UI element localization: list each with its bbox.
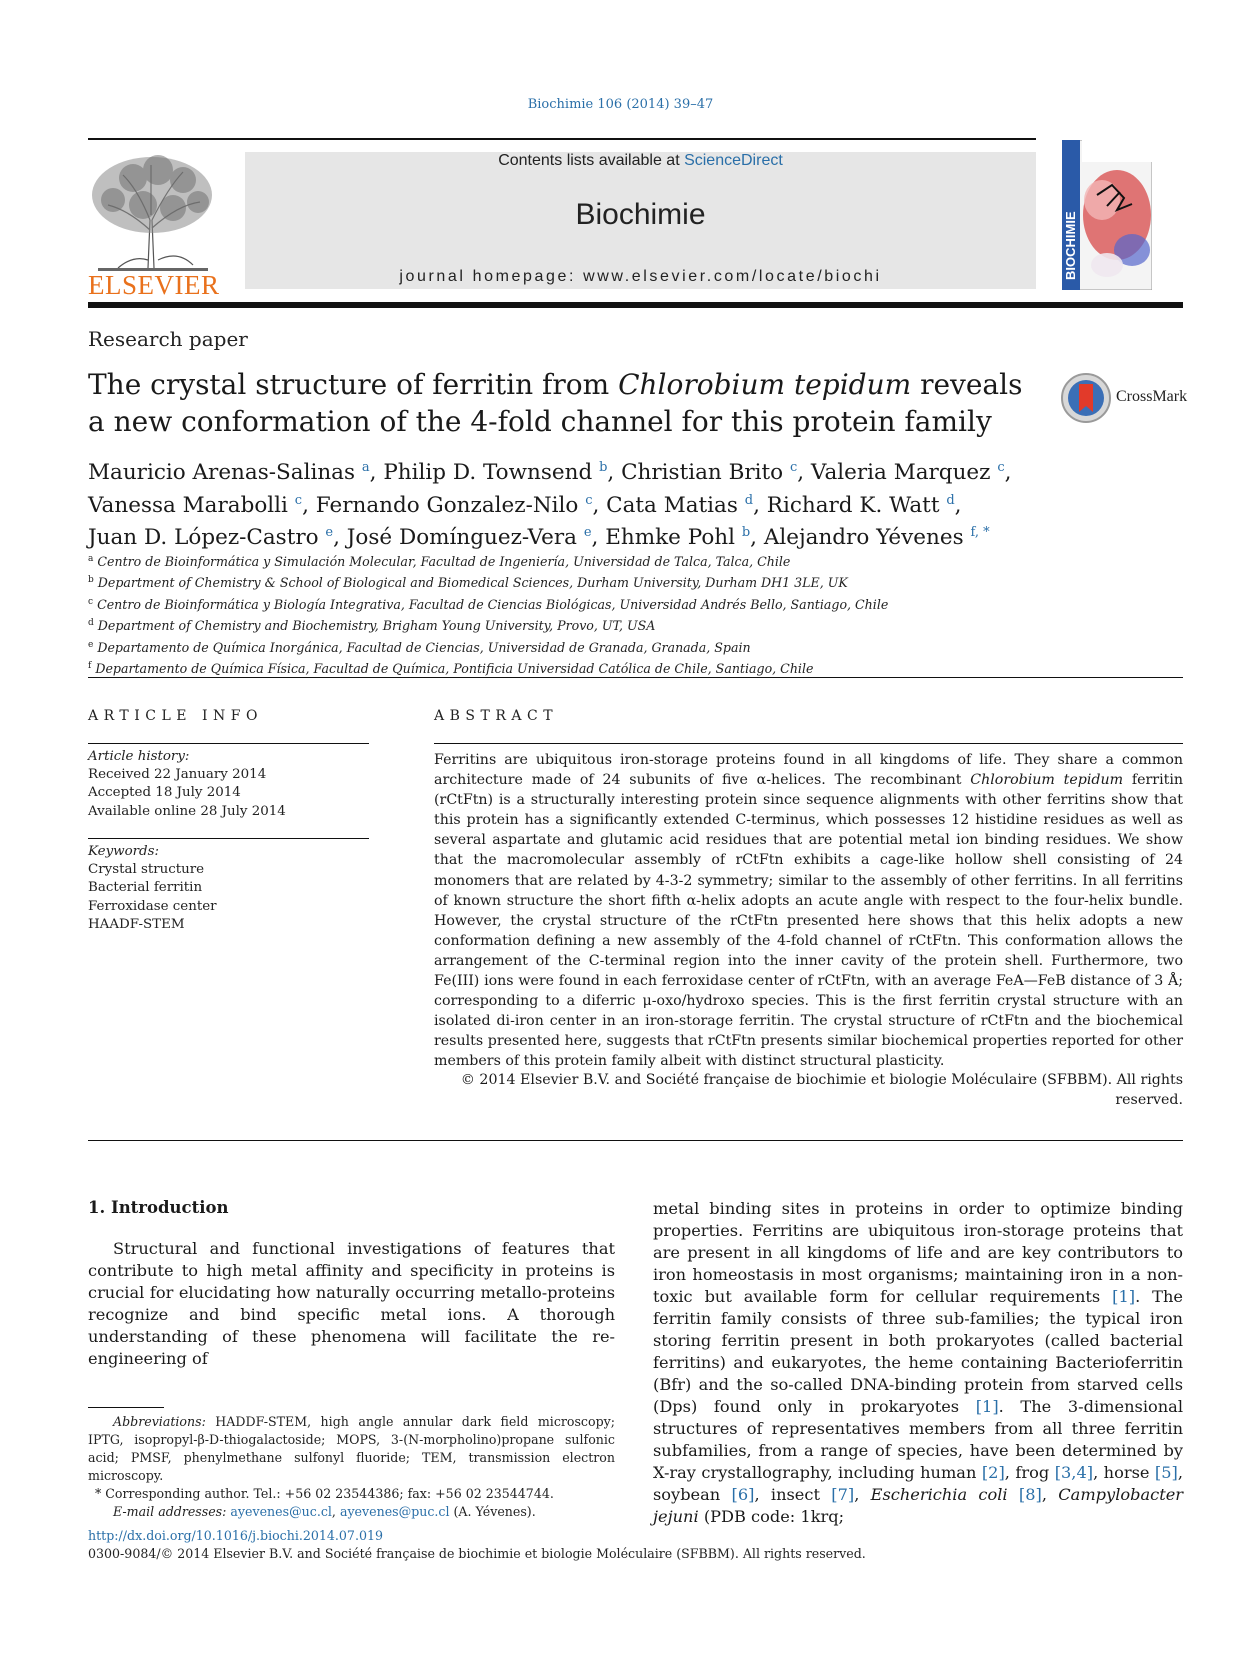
abstract-heading: ABSTRACT (434, 708, 559, 724)
abbreviations-footnote: Abbreviations: HADDF-STEM, high angle annular dark field microscopy; IPTG, isopropyl-β-D-thiogalactoside; MOPS, 3-(N-morpholino)propane sulfonic acid; PMSF, phenylmethane sulfonyl fluoride; TEM, transmission electron microscopy. (88, 1414, 615, 1483)
footnotes (88, 1413, 615, 1521)
email-link[interactable]: ayevenes@uc.cl (230, 1504, 332, 1519)
author-affiliation-mark[interactable]: b (599, 460, 608, 475)
author[interactable]: Christian Brito (621, 460, 784, 486)
title-part2: reveals a new conformation of the 4-fold channel for this protein family (88, 368, 1023, 438)
keyword: Bacterial ferritin (88, 880, 203, 896)
author[interactable]: Juan D. López-Castro (88, 525, 319, 551)
keyword: HAADF-STEM (88, 916, 185, 932)
reference-link[interactable]: [6] (731, 1485, 755, 1504)
author[interactable]: Alejandro Yévenes (763, 525, 964, 551)
journal-homepage[interactable]: journal homepage: www.elsevier.com/locate/biochi (399, 268, 882, 285)
author[interactable]: Ehmke Pohl (605, 525, 735, 551)
sciencedirect-link[interactable]: ScienceDirect (684, 152, 783, 169)
online-date: Available online 28 July 2014 (88, 803, 286, 819)
affiliation: $^b$ Department of Chemistry & School of Biological and Biomedical Sciences, Durham University, Durham DH1 3LE, UK (88, 575, 848, 591)
affiliation: $^f$ Departamento de Química Física, Facultad de Química, Pontificia Universidad Católica de Chile, Santiago, Chile (88, 660, 814, 677)
reference-link[interactable]: [7] (831, 1485, 855, 1504)
introduction-paragraph-continued: metal binding sites in proteins in order to optimize binding properties. Ferritins are ubiquitous iron-storage proteins that are present in all kingdoms of life and are key contributors to iron homeostasis in most organisms; maintaining iron in a non-toxic but available form for cellular requirements [1]. The ferritin family consists of three sub-families; the typical iron storing ferritin present in both prokaryotes (called bacterial ferritins) and eukaryotes, the heme containing Bacterioferritin (Bfr) and the so-called DNA-binding protein from starved cells (Dps) found only in prokaryotes [1]. The 3-dimensional structures of representatives members from all three ferritin subfamilies, from a range of species, have been determined by X-ray crystallography, including human [2], frog [3,4], horse [5], soybean [6], insect [7], Escherichia coli [8], Campylobacter jejuni (PDB code: 1krq; (653, 1199, 1184, 1526)
author[interactable]: Vanessa Marabolli (88, 492, 288, 518)
reference-link[interactable]: [1] (1112, 1287, 1136, 1306)
reference-link[interactable]: [5] (1154, 1463, 1178, 1482)
author-affiliation-mark[interactable]: c (585, 492, 593, 508)
title-species: Chlorobium tepidum (618, 368, 912, 401)
keywords-block (88, 843, 369, 934)
elsevier-wordmark: ELSEVIER (88, 270, 220, 300)
abstract-copyright: © 2014 Elsevier B.V. and Société française de biochimie et biologie Moléculaire (SFBBM). All rights reserved. (460, 1072, 1183, 1109)
article-type-label: Research paper (88, 327, 248, 351)
header-rule (88, 138, 1036, 140)
introduction-paragraph: Structural and functional investigations of features that contribute to high metal affinity and specificity in proteins is crucial for elucidating how naturally occurring metallo-proteins recognize and bind specific metal ions. A thorough understanding of these phenomena will facilitate the re-engineering of (88, 1239, 615, 1368)
crossmark-badge[interactable] (1060, 372, 1188, 424)
email-footnote: E-mail addresses: ayevenes@uc.cl, ayevenes@puc.cl (A. Yévenes). (113, 1504, 536, 1519)
author-affiliation-mark[interactable]: d (744, 492, 754, 508)
author-affiliation-mark[interactable]: c (294, 492, 303, 508)
reference-link[interactable]: [8] (1018, 1485, 1042, 1504)
author-affiliation-mark[interactable]: c (997, 460, 1005, 475)
affiliation: $^a$ Centro de Bioinformática y Simulación Molecular, Facultad de Ingeniería, Universidad de Talca, Talca, Chile (88, 554, 791, 570)
journal-citation[interactable]: Biochimie 106 (2014) 39–47 (527, 97, 714, 112)
section-divider (88, 677, 1183, 678)
keyword: Crystal structure (88, 862, 205, 878)
journal-name: Biochimie (575, 198, 706, 231)
author-affiliation-mark[interactable]: e (325, 525, 334, 541)
article-info-heading: ARTICLE INFO (88, 708, 263, 724)
abstract-rule (434, 743, 1183, 744)
crossmark-icon (1060, 372, 1112, 424)
section-divider (88, 1140, 1183, 1141)
footnote-rule (88, 1407, 164, 1408)
author-affiliation-mark[interactable]: e (583, 525, 592, 541)
journal-cover-image[interactable] (1062, 140, 1152, 290)
contents-line (245, 152, 1036, 170)
author[interactable]: Philip D. Townsend (383, 460, 593, 486)
affiliation-list (88, 550, 1088, 678)
author[interactable]: Cata Matias (606, 492, 738, 518)
title-part1: The crystal structure of ferritin from (88, 368, 619, 401)
reference-link[interactable]: [3,4] (1054, 1463, 1094, 1482)
author[interactable]: José Domínguez-Vera (346, 525, 577, 551)
affiliation: $^e$ Departamento de Química Inorgánica, Facultad de Ciencias, Universidad de Granada, Granada, Spain (88, 639, 751, 655)
keywords-rule (88, 838, 369, 839)
keyword: Ferroxidase center (88, 898, 217, 914)
reference-link[interactable]: [1] (975, 1397, 999, 1416)
keywords-label: Keywords: (88, 844, 160, 859)
email-link[interactable]: ayevenes@puc.cl (339, 1504, 450, 1519)
cover-label: BIOCHIMIE (1063, 211, 1078, 280)
author-affiliation-mark[interactable]: c (789, 460, 798, 475)
author[interactable]: Mauricio Arenas-Salinas (88, 460, 356, 486)
author-affiliation-mark[interactable]: b (741, 525, 751, 541)
header-thick-rule (88, 302, 1183, 308)
doi-link[interactable]: http://dx.doi.org/10.1016/j.biochi.2014.07.019 (88, 1528, 383, 1543)
author[interactable]: Valeria Marquez (810, 460, 991, 486)
accepted-date: Accepted 18 July 2014 (88, 785, 241, 801)
article-info-rule (88, 743, 369, 744)
article-history (88, 748, 369, 821)
author-affiliation-mark[interactable]: d (946, 492, 955, 508)
article-title (88, 366, 1048, 440)
introduction-heading: 1. Introduction (88, 1198, 229, 1217)
author[interactable]: Fernando Gonzalez-Nilo (315, 492, 579, 518)
received-date: Received 22 January 2014 (88, 767, 267, 783)
author[interactable]: Richard K. Watt (766, 492, 940, 518)
author-list: Mauricio Arenas-Salinas $^a$, Philip D. Townsend $^b$, Christian Brito $^c$, Valeria Marquez $^c$, Vanessa Marabolli $^c$, Fernando Gonzalez-Nilo $^c$, Cata Matias $^d$, Richard K. Watt $^d$, Juan D. López-Castro $^e$, José Domínguez-Vera $^e$, Ehmke Pohl $^b$, Alejandro Yévenes $^{f, *}$ (88, 460, 1012, 551)
issn-copyright: 0300-9084/© 2014 Elsevier B.V. and Société française de biochimie et biologie Moléculaire (SFBBM). All rights reserved. (88, 1546, 866, 1561)
corresponding-author-footnote: * Corresponding author. Tel.: +56 02 23544386; fax: +56 02 23544744. (95, 1486, 554, 1501)
author-affiliation-mark[interactable]: f, * (970, 525, 990, 541)
contents-prefix: Contents lists available at (498, 152, 685, 169)
affiliation: $^d$ Department of Chemistry and Biochemistry, Brigham Young University, Provo, UT, USA (88, 618, 656, 634)
abstract-text: Ferritins are ubiquitous iron-storage proteins found in all kingdoms of life. They share a common architecture made of 24 subunits of five α-helices. The recombinant Chlorobium tepidum ferritin (rCtFtn) is a structurally interesting protein since sequence alignments with other ferritins show that this protein has a significantly extended C-terminus, which possesses 12 histidine residues as well as several aspartate and glutamic acid residues that are potential metal ion binding residues. We show that the macromolecular assembly of rCtFtn exhibits a cage-like hollow shell consisting of 24 monomers that are related by 4-3-2 symmetry; similar to the assembly of other ferritins. In all ferritins of known structure the short fifth α-helix adopts an acute angle with respect to the four-helix bundle. However, the crystal structure of the rCtFtn presented here shows that this helix adopts a new conformation defining a new assembly of the 4-fold channel of rCtFtn. This conformation allows the arrangement of the C-terminal region into the inner cavity of the protein shell. Furthermore, two Fe(III) ions were found in each ferroxidase center of rCtFtn, with an average FeA—FeB distance of 3 Å; corresponding to a diferric μ-oxo/hydroxo species. This is the first ferritin crystal structure with an isolated di-iron center in an iron-storage ferritin. The crystal structure of rCtFtn and the biochemical results presented here, suggests that rCtFtn presents similar biochemical properties reported for other members of this protein family albeit with distinct structural plasticity. (434, 752, 1183, 1070)
author-affiliation-mark[interactable]: a (361, 460, 370, 475)
affiliation: $^c$ Centro de Bioinformática y Biología Integrativa, Facultad de Ciencias Biológicas, Universidad Andrés Bello, Santiago, Chile (88, 596, 889, 612)
history-label: Article history: (88, 749, 190, 764)
reference-link[interactable]: [2] (981, 1463, 1005, 1482)
crossmark-label: CrossMark (1116, 388, 1188, 405)
